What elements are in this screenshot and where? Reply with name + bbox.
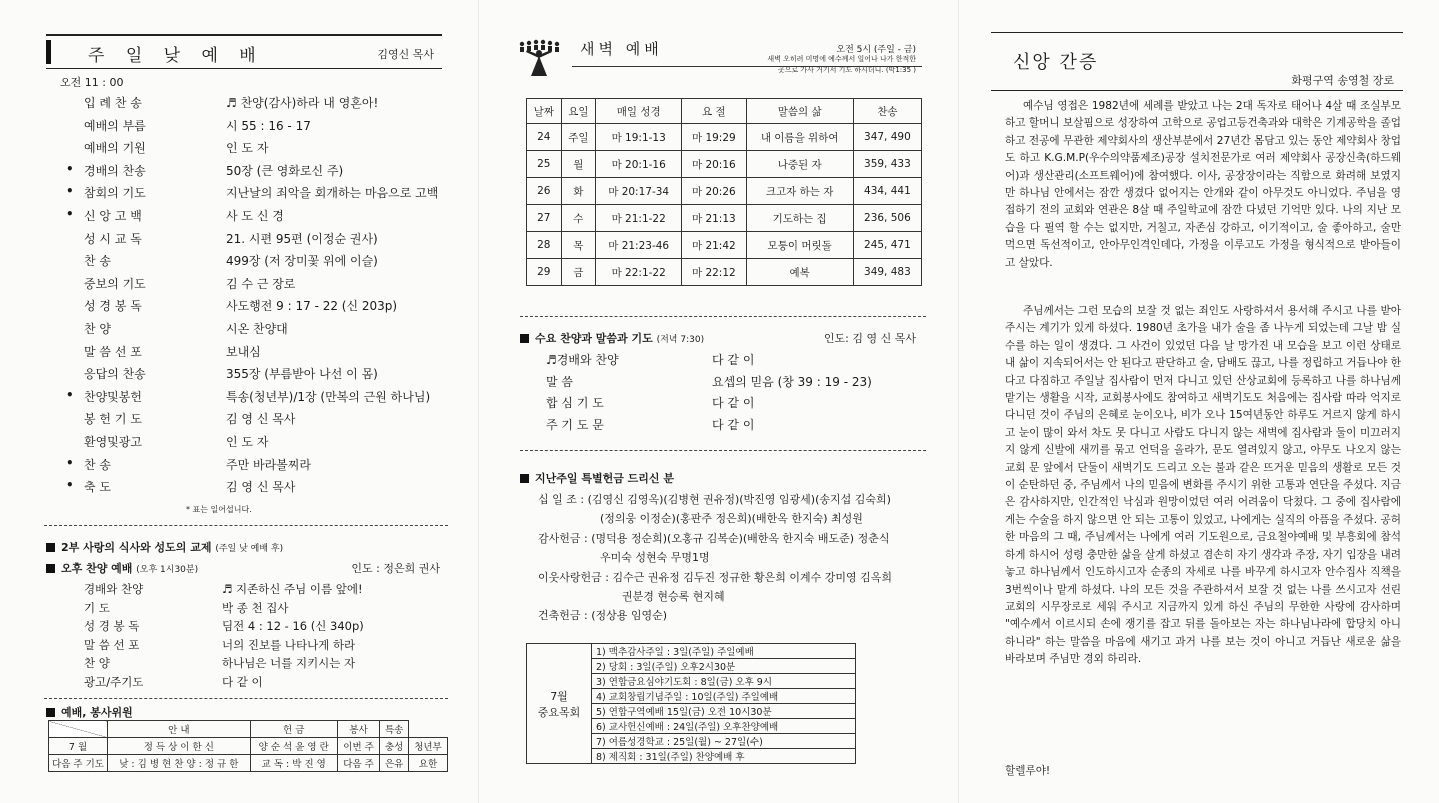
dawn-cell: 크고자 하는 자 [746,178,853,205]
section-divider [520,316,926,317]
vt-service-label: 이번 주 [343,742,374,753]
order-value: ♬ 지존하신 주님 이름 앞에! [222,582,363,596]
section-divider [44,525,448,526]
dawn-cell: 마 20:17-34 [596,178,682,205]
dawn-cell: 화 [561,178,596,205]
dawn-cell: 29 [527,259,562,286]
vt-header-offering: 헌 금 [250,721,337,738]
table-row [527,178,922,205]
order-label: 성 경 봉 독 [84,619,140,634]
vt-row-label: 다음 주 기도 [49,755,108,772]
afternoon-title: 오후 찬양 예배 [61,562,133,575]
order-label: 찬 송 [84,254,111,269]
order-value: 하나님은 너를 지키시는 자 [222,656,356,671]
dawn-cell: 마 19:29 [682,124,746,151]
thanks-row [538,530,889,546]
order-value: 김 영 신 목사 [226,480,296,495]
vt-special: 요한 [408,755,447,772]
afternoon-time: (오후 1시30분) [136,565,199,575]
love-row-2: 권분경 현승록 현지혜 [622,590,725,603]
dawn-cell: 25 [527,151,562,178]
section-divider [44,698,448,699]
dawn-cell: 금 [561,259,596,286]
square-bullet-icon [46,543,55,552]
testimony-paragraph-2: 주님께서는 그런 모습의 보잘 것 없는 죄인도 사랑하셔서 용서해 주시고 나를 받아 주시는 계기가 있게 하셨다. 1980년 초가을 내가 술을 좀 나누게 되었는데 그날 밤 실수를 하는 일이 생겼다. 그 사건이 있었던 다음 날 망가진 내 모습을 보고 이런 상태로 내 삶이 지속되어서는 안 된다고 판단하고 술, 담배도 끊고, 나를 정립하고 거듭나야 한다고 다짐하고 주일날 집사람이 먼저 다니고 있던 산상교회에 등록하고 나를 하나님께 맡기는 생활을 시작, 교회봉사에도 참여하고 새벽기도도 처음에는 집사람 따라 억지로 다니던 것이 주님의 은혜로 눈이오나, 비가 오나 15여년동안 하루도 거르지 않게 하시고 눈이 많이 와서 차도 못 다니고 사람도 다니지 않는 새벽에 집사람과 둘이 미끄러지지 않게 신발에 새끼를 묶고 언덕을 올라가, 문도 열려있지 않고, 아무도 나오지 않는 교회 문 앞에서 단둘이 새벽기도 드리고 오는 불과 같은 뜨거운 믿음의 생활로 모든 것이 순탄하던 중, 주님께서 나의 믿음에 변화를 주시기 위한 고통과 연단을 주셨다. 지금은 감사하지만, 인간적인 낙심과 원망이었던 여러 어려움이 닥쳤다. 그 중에 집사람에게는 수술을 하지 않으면 안 되는 고통이 있었고, 나에게는 실직의 아픔을 주셨다. 공허한 마음의 그 때, 주님께서는 나에게 여러 기도원으로, 금요철야예배 및 부흥회에 참석하게 하시어 성령 충만한 삶을 살게 하셨고 겸손히 자기 생각과 주장, 자기 입장을 내려놓고 하나님께서 인도하시고자 순종의 자세로 나를 바꾸게 하시고자 안수집사 직책을 3번씩이나 맡게 하셨다. 나의 모든 것을 주관하셔서 보잘 것 없는 나를 쓰시고자 선린교회의 시무장로로 세워 주시고 지금까지 있게 하신 주님의 무한한 사랑에 감사하며 "예수께서 이르시되 손에 쟁기를 잡고 뒤를 돌아보는 자는 하나님나라에 합당치 아니하니라" 하는 말씀을 마음에 새기고 과거 나를 보는 것이 아니고 거듭난 새로운 삶을 바라보며 주님만 경외 하리라. [1005,305,1401,666]
july-label [527,644,592,764]
order-value: 다 같 이 [712,417,755,432]
vt-guide: 정 득 상 이 한 신 [108,738,251,755]
sunday-service-column [40,30,450,790]
column-divider [478,0,479,803]
vt-special: 청년부 [408,738,447,755]
order-label: 찬양및봉헌 [84,389,142,404]
order-value: 21. 시편 95편 (이정순 권사) [226,231,378,246]
order-value: 김 영 신 목사 [226,412,296,427]
july-item: 5) 연합구역예배 15일(금) 오전 10시30분 [592,704,856,719]
order-value: 50장 (큰 영화로신 주) [226,163,344,178]
july-item: 8) 제직회 : 31일(주일) 찬양예배 후 [592,749,856,764]
standing-note: * 표는 일어섭니다. [186,505,252,514]
order-value: 다 같 이 [222,675,263,689]
dawn-cell: 마 22:12 [682,259,746,286]
dawn-rule [572,66,922,67]
dawn-cell: 349, 483 [853,259,921,286]
tithe-label: 십 일 조 [538,493,577,506]
column-divider [958,0,959,803]
vt-guide: 낮 : 김 병 현 찬 양 : 정 규 한 [108,755,251,772]
dawn-header-cell: 찬송 [853,99,921,124]
dawn-cell: 마 21:13 [682,205,746,232]
dawn-header-cell: 매일 성경 [596,99,682,124]
tithe-row [538,491,891,507]
order-label: 말 씀 [546,374,573,389]
volunteers-title: 예배, 봉사위원 [61,706,133,719]
dawn-time: 오전 5시 (주일 - 금) [836,45,916,55]
vt-service-name [380,755,409,772]
order-label: 예배의 부름 [84,118,146,133]
testimony-author: 화평구역 송영철 장로 [1291,74,1394,87]
dawn-cell: 434, 441 [853,178,921,205]
vt-row-label: 7 월 [49,738,108,755]
order-label: ♬경배와 찬양 [546,353,619,367]
testimony-hallelujah: 할렐루야! [1005,765,1051,777]
order-value: 355장 (부름받아 나선 이 몸) [226,367,378,382]
dawn-header-cell: 요 절 [682,99,746,124]
july-schedule-table [526,643,856,764]
order-label: 축 도 [84,480,111,495]
love-label: 이웃사랑헌금 [538,571,602,584]
wednesday-title: 수요 찬양과 말씀과 기도 [535,332,653,345]
july-label-month: 7월 [550,689,568,703]
dawn-cell: 모퉁이 머릿돌 [746,232,853,259]
table-row [49,755,448,772]
bullet-icon: • [66,161,74,176]
order-label: 봉 헌 기 도 [84,412,142,427]
dawn-table-header [527,99,922,124]
order-label: 말 씀 선 포 [84,637,140,652]
dawn-cell: 내 이름을 위하여 [746,124,853,151]
dawn-cell: 마 22:1-22 [596,259,682,286]
table-row [49,738,448,755]
july-item: 6) 교사헌신예배 : 24일(주일) 오후찬양예배 [592,719,856,734]
testimony-column [985,30,1410,790]
order-label: 광고/주기도 [84,675,144,689]
sunday-time: 오전 11 : 00 [60,76,124,89]
order-value: 다 같 이 [712,353,755,367]
tithe-row-2: (정의웅 이정순)(홍판주 정은희)(배한옥 한지숙) 최성원 [600,512,863,525]
order-value: 사 도 신 경 [226,209,284,223]
section-divider [520,450,926,451]
wednesday-leader: 인도: 김 영 신 목사 [823,332,916,345]
build-row [538,607,667,623]
order-value: 시 55 : 16 - 17 [226,118,311,133]
dawn-cell: 목 [561,232,596,259]
wednesday-heading [520,330,920,346]
dawn-cell: 24 [527,124,562,151]
order-label: 경배의 찬송 [84,163,146,178]
order-value: 보내심 [226,344,261,359]
volunteers-table [48,720,448,772]
vt-service-value: 은유 [384,759,404,770]
dawn-title: 새벽 예배 [580,40,663,58]
order-value: 너의 진보를 나타나게 하라 [222,637,356,652]
build-label: 건축헌금 [538,609,581,622]
order-value: 특송(청년부)/1장 (만복의 근원 하나님) [226,389,431,404]
afternoon-heading [46,560,450,576]
part2-heading [46,539,283,555]
diagonal-header-cell [49,721,108,738]
table-row [527,151,922,178]
table-row [527,259,922,286]
vt-service-name [380,738,409,755]
dawn-cell: 347, 490 [853,124,921,151]
dawn-cell: 마 20:16 [682,151,746,178]
sunday-title-box [46,34,442,69]
vt-header-service: 봉사 [337,721,379,738]
square-bullet-icon [46,564,55,573]
order-label: 응답의 찬송 [84,367,146,382]
order-value: 인 도 자 [226,435,269,449]
order-value: 499장 (저 장미꽃 위에 이슬) [226,254,378,269]
table-row [527,232,922,259]
july-item: 7) 여름성경학교 : 25일(월) ~ 27일(수) [592,734,856,749]
dawn-cell: 마 20:1-16 [596,151,682,178]
part2-title: 2부 사랑의 식사와 성도의 교제 [61,541,212,554]
square-bullet-icon [46,708,55,717]
dawn-cell: 359, 433 [853,151,921,178]
bullet-icon: • [66,478,74,493]
order-value: 박 종 천 집사 [222,600,289,615]
table-row [527,205,922,232]
sunday-pastor: 김영신 목사 [377,48,434,61]
order-label: 중보의 기도 [84,276,146,291]
dawn-cell: 마 20:26 [682,178,746,205]
title-bar [46,40,51,64]
order-value: 요셉의 믿음 (창 39 : 19 - 23) [712,374,872,389]
testimony-rule [991,90,1403,91]
order-value: 다 같 이 [712,396,755,410]
dawn-header-cell: 요일 [561,99,596,124]
order-label: 찬 양 [84,322,111,336]
tithe-names: : (김영신 김영옥)(김병현 권유정)(박진영 임광세)(송지섭 김숙희) [580,493,891,506]
order-label: 예배의 기원 [84,141,146,156]
thanks-names: : (명덕용 정순희)(오홍규 김복순)(배한옥 한지숙 배도준) 정춘식 [584,532,890,545]
order-label: 찬 송 [84,457,111,472]
vt-service [337,755,379,772]
afternoon-leader: 인도 : 정은희 권사 [351,562,440,575]
sunday-title: 주 일 낮 예 배 [88,46,264,66]
testimony-paragraph-1: 예수님 영접은 1982년에 세례를 받았고 나는 2대 독자로 태어나 4살 때 조실부모하고 할머니 보살핌으로 성장하여 고학으로 공업고등건축과와 대학은 기계공학을 졸업하고 전공에 무관한 제약회사의 생산부분에서 27년간 몸담고 있는 동안 제약회사 창업도 하고 K.G.M.P(우수의약품제조)공장 설치전문가로 여러 제약회사 공장신축(하드웨어)과 생산관리(소프트웨어)에 참여했다. 이사, 공장장이라는 직함으로 화려해 보였지만 하나님 안에서는 잠깐 생겼다 없어지는 안개와 같이 아무것도 아니었다. 주님을 영접하기 전의 교회와 연관은 8살 때 주일학교에 잠깐 다녔던 기억만 있다. 나의 지난 모습을 다 필역 할 수는 없지만, 거칠고, 자존심 강하고, 이기적이고, 술 좋아하고, 술만 먹으면 독선적이고, 안아무인격인데다, 가정을 이루고도 가정을 형식적으로 받아들이고 살았다. [1005,100,1401,269]
thanks-label: 감사헌금 [538,532,581,545]
order-label: 말 씀 선 포 [84,344,142,359]
dawn-schedule-table [526,98,922,286]
vt-offering: 교 독 : 박 진 영 [250,755,337,772]
testimony-title: 신앙 간증 [1013,52,1099,73]
order-label: 신 앙 고 백 [84,209,142,223]
order-label: 합 심 기 도 [546,396,604,410]
vt-offering: 양 순 석 윤 영 란 [250,738,337,755]
july-item: 3) 연합금요심야기도회 : 8일(금) 오후 9시 [592,674,856,689]
order-value: 지난날의 죄악을 회개하는 마음으로 고백 [226,186,439,201]
dawn-header-cell: 말씀의 삶 [746,99,853,124]
order-value: 주만 바라볼찌라 [226,457,311,472]
love-names: : 김수근 권유정 김두진 정규한 황은희 이계수 강미영 김옥희 [605,571,892,584]
thanks-row-2: 우미숙 성현숙 무명1명 [600,551,710,564]
order-label: 주 기 도 문 [546,417,604,432]
dawn-verse-line: 새벽 오히려 미명에 예수께서 일어나 나가 한적한 [767,55,916,63]
offerings-title: 지난주일 특별헌금 드리신 분 [535,472,674,485]
wednesday-time: (저녁 7:30) [656,335,705,345]
build-names: : (정상용 임영순) [584,609,668,622]
dawn-and-wednesday-column [510,30,930,790]
vt-service-label: 다음 주 [343,759,374,770]
dawn-cell: 245, 471 [853,232,921,259]
order-value: 시온 찬양대 [226,322,288,336]
choir-icon [516,38,562,78]
order-label: 기 도 [84,600,110,615]
vt-header-guide: 안 내 [108,721,251,738]
order-value: 딤전 4 : 12 - 16 (신 340p) [222,619,364,634]
dawn-cell: 월 [561,151,596,178]
bullet-icon: • [66,184,74,199]
dawn-cell: 마 21:1-22 [596,205,682,232]
offerings-heading [520,470,674,486]
order-value: ♬ 찬양(감사)하라 내 영혼아! [226,96,379,110]
order-label: 찬 양 [84,656,110,671]
dawn-cell: 수 [561,205,596,232]
july-item: 4) 교회창립기념주일 : 10일(주일) 주일예배 [592,689,856,704]
dawn-cell: 26 [527,178,562,205]
july-item: 2) 당회 : 3일(주일) 오후2시30분 [592,659,856,674]
dawn-cell: 나중된 자 [746,151,853,178]
dawn-header-cell: 날짜 [527,99,562,124]
table-row [527,124,922,151]
dawn-cell: 마 21:42 [682,232,746,259]
love-row [538,569,892,585]
vt-service [337,738,379,755]
order-value: 김 수 근 장로 [226,276,296,291]
dawn-cell: 주일 [561,124,596,151]
dawn-verse [767,54,916,76]
vt-header-special: 특송 [380,721,409,738]
testimony-top-rule [991,32,1403,33]
order-label: 환영및광고 [84,435,142,449]
july-label-sub: 중요목회 [537,705,581,719]
order-label: 경배와 찬양 [84,582,144,596]
order-value: 인 도 자 [226,141,269,156]
dawn-cell: 마 21:23-46 [596,232,682,259]
dawn-cell: 27 [527,205,562,232]
order-label: 입 례 찬 송 [84,96,142,110]
order-label: 참회의 기도 [84,186,146,201]
volunteers-heading [46,704,133,720]
dawn-cell: 기도하는 집 [746,205,853,232]
order-label: 성 시 교 독 [84,231,142,246]
vt-service-value: 충성 [384,742,404,753]
dawn-cell: 예복 [746,259,853,286]
bullet-icon: • [66,207,74,221]
square-bullet-icon [520,334,529,343]
square-bullet-icon [520,474,529,483]
order-value: 사도행전 9 : 17 - 22 (신 203p) [226,299,398,314]
july-item: 1) 맥추감사주일 : 3일(주일) 주일예배 [592,644,856,659]
dawn-verse-line: 곳으로 가사 거기서 기도 하시더니. (막1:35 ) [777,66,916,74]
order-label: 성 경 봉 독 [84,299,142,314]
bullet-icon: • [66,387,74,402]
bullet-icon: • [66,455,74,470]
dawn-cell: 236, 506 [853,205,921,232]
dawn-cell: 28 [527,232,562,259]
dawn-cell: 마 19:1-13 [596,124,682,151]
part2-sub: (주일 낮 예배 후) [215,544,284,554]
